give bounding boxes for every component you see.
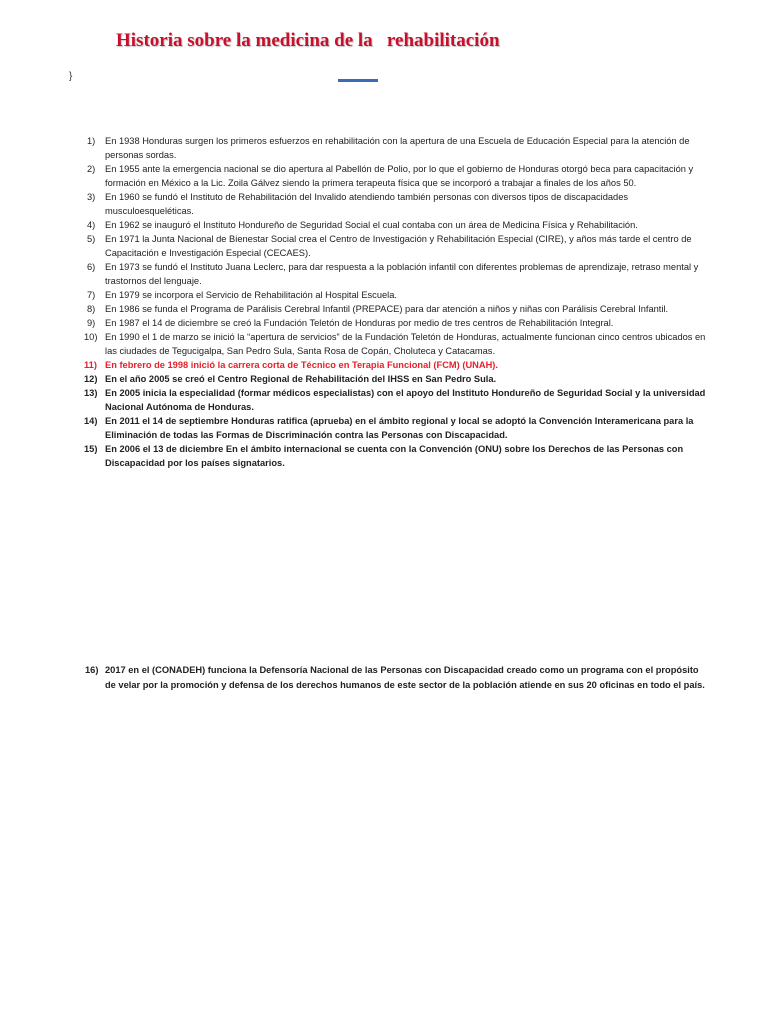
list-item [0,302,768,316]
item-number: 4) [87,220,96,230]
item-number: 6) [87,262,96,272]
item-number: 5) [87,234,96,244]
item-number: 13) [84,388,98,398]
list-item [0,316,768,330]
item-text: En 1973 se fundó el Instituto Juana Leclerc, para dar respuesta a la población infantil con diferentes problemas de aprendizaje, retraso mental y trastornos del lenguaje. [105,262,699,286]
item-number: 15) [84,444,98,454]
list-item [0,232,768,260]
item-text: En 1990 el 1 de marzo se inició la “apertura de servicios” de la Fundación Teletón de Honduras, actualmente funcionan cinco centros ubicados en las ciudades de Tegucigalpa, San Pedro Sula, Santa Rosa de Copán, Choluteca y Catacamas. [105,332,706,356]
list-item [0,414,768,442]
item-text: En el año 2005 se creó el Centro Regional de Rehabilitación del IHSS en San Pedro Sula. [105,374,497,384]
item-text: En 2005 inicia la especialidad (formar médicos especialistas) con el apoyo del Instituto Hondureño de Seguridad Social y la universidad Nacional Autónoma de Honduras. [105,388,706,412]
list-item [0,190,768,218]
item-text: En 1955 ante la emergencia nacional se dio apertura al Pabellón de Polio, por lo que el gobierno de Honduras otorgó beca para capacitación y formación en México a la Lic. Zoila Gálvez siendo la primera terapeuta física que se incorporó a trabajar a finales de los años 50. [105,164,694,188]
history-list-continued [0,663,768,692]
title-underline-mark [338,79,378,82]
item-number: 3) [87,192,96,202]
item-number: 1) [87,136,96,146]
list-item [0,162,768,190]
item-number: 9) [87,318,96,328]
list-item [0,330,768,358]
item-text: En 2011 el 14 de septiembre Honduras ratifica (aprueba) en el ámbito regional y local se adoptó la Convención Interamericana para la Eliminación de todas las Formas de Discriminación contra las Personas con Discapacidad. [105,416,694,440]
item-number: 12) [84,374,98,384]
list-item [0,372,768,386]
item-number: 7) [87,290,96,300]
history-list [0,134,768,470]
document-title: Historia sobre la medicina de la rehabilitación [116,30,500,51]
item-text: En 1987 el 14 de diciembre se creó la Fundación Teletón de Honduras por medio de tres centros de Rehabilitación Integral. [105,318,614,328]
item-text: En 1986 se funda el Programa de Parálisis Cerebral Infantil (PREPACE) para dar atención a niños y niñas con Parálisis Cerebral Infantil. [105,304,669,314]
list-item [0,288,768,302]
item-text: En febrero de 1998 inició la carrera corta de Técnico en Terapia Funcional (FCM) (UNAH). [105,360,498,370]
item-text: En 1938 Honduras surgen los primeros esfuerzos en rehabilitación con la apertura de una Escuela de Educación Especial para la atención de personas sordas. [105,136,690,160]
item-text: En 1960 se fundó el Instituto de Rehabilitación del Invalido atendiendo también personas con diversos tipos de discapacidades musculoesqueléticas. [105,192,629,216]
item-text: En 2006 el 13 de diciembre En el ámbito internacional se cuenta con la Convención (ONU) sobre los Derechos de las Personas con Discapacidad por los países signatarios. [105,444,684,468]
list-item [0,663,768,692]
item-number: 2) [87,164,96,174]
item-text: 2017 en el (CONADEH) funciona la Defensoría Nacional de las Personas con Discapacidad creado como un programa con el propósito de velar por la promoción y defensa de los derechos humanos de este sector de la población atiende en sus 20 oficinas en todo el país. [105,665,705,690]
item-text: En 1971 la Junta Nacional de Bienestar Social crea el Centro de Investigación y Rehabilitación Especial (CIRE), y años más tarde el centro de Capacitación e Investigación Especial (CECAES). [105,234,692,258]
list-item [0,386,768,414]
stray-brace: } [69,71,73,82]
item-text: En 1979 se incorpora el Servicio de Rehabilitación al Hospital Escuela. [105,290,397,300]
item-number: 16) [85,665,99,675]
item-number: 14) [84,416,98,426]
list-item [0,260,768,288]
item-number: 8) [87,304,96,314]
list-item-highlighted [0,358,768,372]
list-item [0,442,768,470]
list-item [0,218,768,232]
item-number: 10) [84,332,98,342]
list-item [0,134,768,162]
item-text: En 1962 se inauguró el Instituto Hondureño de Seguridad Social el cual contaba con un área de Medicina Física y Rehabilitación. [105,220,638,230]
item-number: 11) [84,360,97,370]
